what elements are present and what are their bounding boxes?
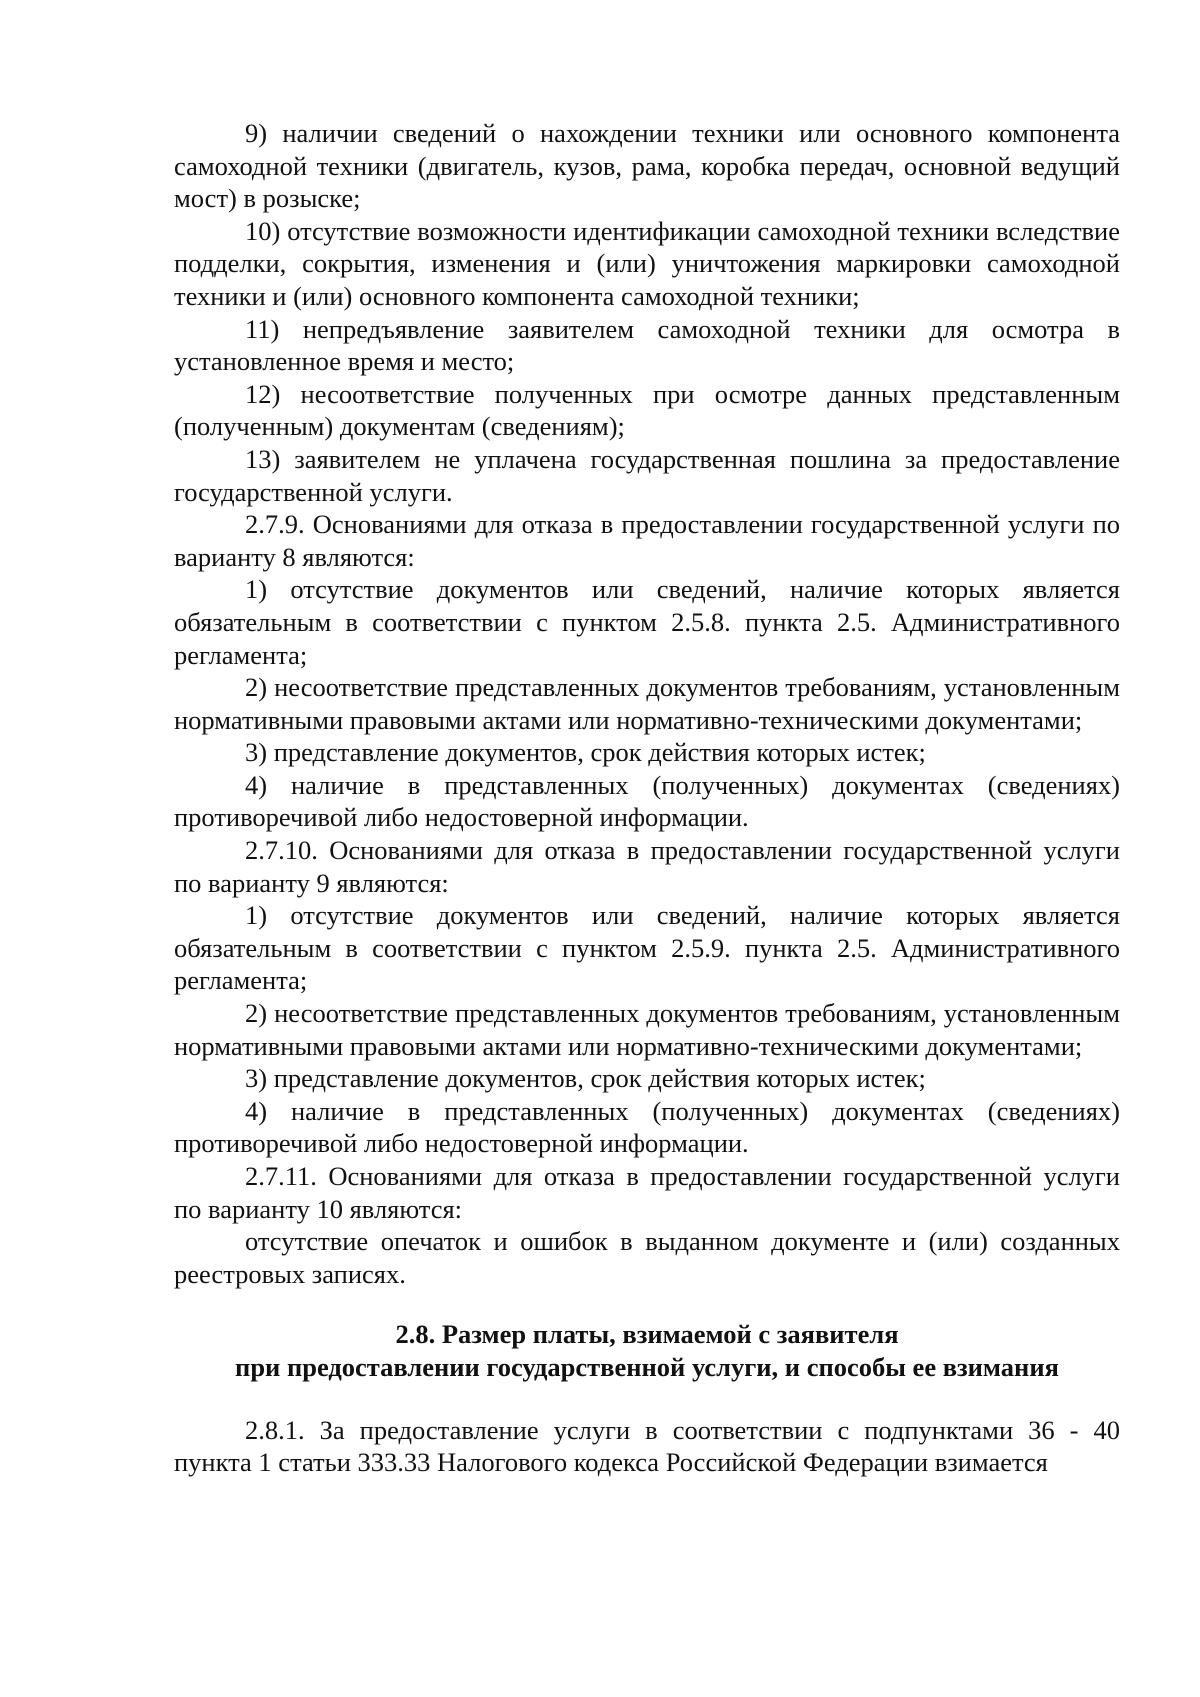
clause-2-7-11: 2.7.11. Основаниями для отказа в предоставлении государственной услуги по варианту 10 являются: <box>174 1161 1120 1224</box>
list-item: 2) несоответствие представленных документов требованиям, установленным нормативными правовыми актами или нормативно-техническими документами; <box>174 672 1120 735</box>
list-item: 9) наличии сведений о нахождении техники или основного компонента самоходной техники (двигатель, кузов, рама, коробка передач, основной ведущий мост) в розыске; <box>174 118 1120 214</box>
clause-2-7-10: 2.7.10. Основаниями для отказа в предоставлении государственной услуги по варианту 9 являются: <box>174 835 1120 898</box>
list-item: 1) отсутствие документов или сведений, наличие которых является обязательным в соответствии с пунктом 2.5.9. пункта 2.5. Административного регламента; <box>174 900 1120 996</box>
document-page <box>174 117 1120 1479</box>
list-item: 11) непредъявление заявителем самоходной техники для осмотра в установленное время и место; <box>174 313 1120 377</box>
list-item: 2) несоответствие представленных документов требованиям, установленным нормативными правовыми актами или нормативно-техническими документами; <box>174 998 1120 1061</box>
paragraphs-bottom <box>174 1414 1120 1479</box>
list-item: 4) наличие в представленных (полученных) документах (сведениях) противоречивой либо недостоверной информации. <box>174 1095 1120 1159</box>
section-heading <box>174 1318 1120 1383</box>
clause-2-8-1: 2.8.1. За предоставление услуги в соответствии с подпунктами 36 - 40 пункта 1 статьи 333.33 Налогового кодекса Российской Федерации взимается <box>174 1414 1120 1478</box>
list-item: 1) отсутствие документов или сведений, наличие которых является обязательным в соответствии с пунктом 2.5.8. пункта 2.5. Административного регламента; <box>174 574 1120 670</box>
list-item: 4) наличие в представленных (полученных) документах (сведениях) противоречивой либо недостоверной информации. <box>174 769 1120 833</box>
list-item: 12) несоответствие полученных при осмотре данных представленным (полученным) документам (сведениям); <box>174 378 1120 442</box>
list-item: 3) представление документов, срок действия которых истек; <box>245 1063 926 1094</box>
paragraphs-top <box>174 117 1120 1290</box>
list-item: отсутствие опечаток и ошибок в выданном документе и (или) созданных реестровых записях. <box>174 1226 1120 1289</box>
list-item: 10) отсутствие возможности идентификации самоходной техники вследствие подделки, сокрытия, изменения и (или) уничтожения маркировки самоходной техники и (или) основного компонента самоходной техники; <box>174 215 1120 311</box>
clause-2-7-9: 2.7.9. Основаниями для отказа в предоставлении государственной услуги по варианту 8 являются: <box>174 509 1120 572</box>
section-heading-line-2: при предоставлении государственной услуги, и способы ее взимания <box>235 1351 1059 1382</box>
section-heading-line-1: 2.8. Размер платы, взимаемой с заявителя <box>395 1319 899 1350</box>
list-item: 3) представление документов, срок действия которых истек; <box>245 737 926 768</box>
list-item: 13) заявителем не уплачена государственная пошлина за предоставление государственной услуги. <box>174 443 1120 507</box>
